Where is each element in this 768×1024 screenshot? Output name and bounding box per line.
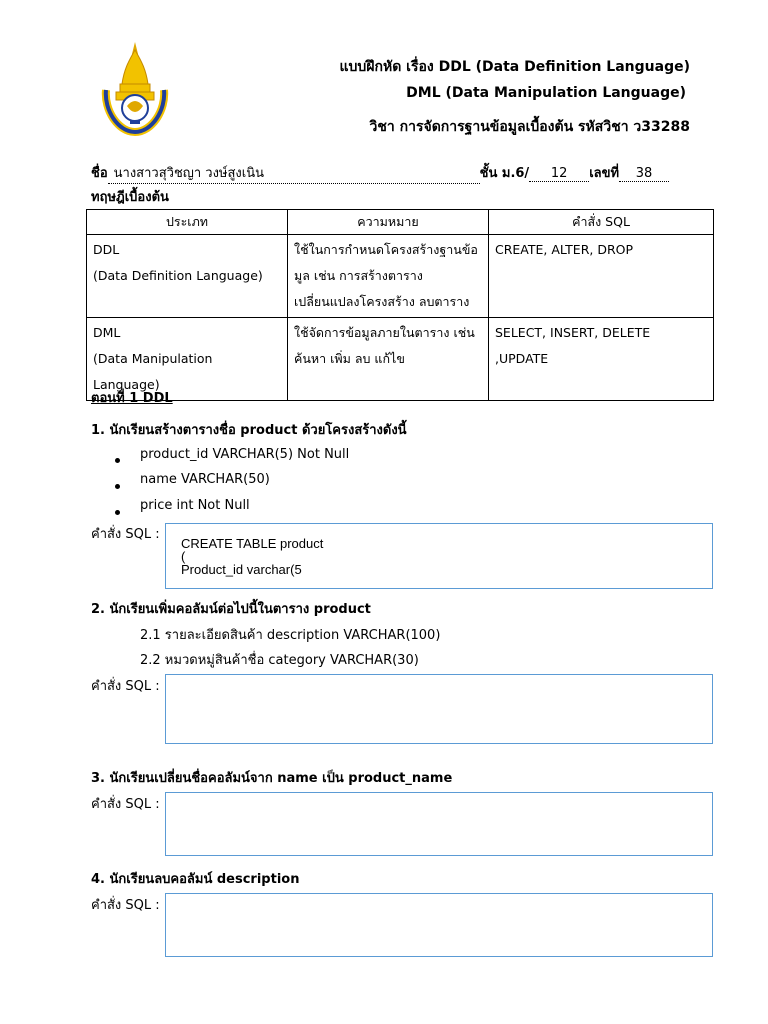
row-type: DDL — [93, 242, 120, 257]
student-info — [91, 162, 669, 184]
question-1: 1. นักเรียนสร้างตารางชื่อ product ด้วยโครงสร้างดังนี้ — [91, 423, 407, 438]
number-value: 38 — [635, 166, 653, 181]
class-label: ชั้น ม.6/ — [479, 166, 530, 181]
question-4: 4. นักเรียนลบคอลัมน์ description — [91, 872, 300, 887]
sub-item: 2.2 หมวดหมู่สินค้าชื่อ category VARCHAR(30) — [140, 653, 419, 668]
answer-line: ( — [181, 549, 186, 564]
sql-label: คำสั่ง SQL : — [91, 797, 160, 812]
name-value: นางสาวสุวิชญา วงษ์สูงเนิน — [113, 166, 264, 181]
row-type-full: (Data Manipulation Language) — [93, 351, 213, 392]
table-cell — [87, 235, 288, 318]
theory-table — [86, 209, 714, 401]
question-3: 3. นักเรียนเปลี่ยนชื่อคอลัมน์จาก name เป็น product_name — [91, 771, 453, 786]
table-row — [87, 235, 714, 318]
theory-heading: ทฤษฎีเบื้องต้น — [91, 190, 169, 205]
part1-heading: ตอนที่ 1 DDL — [91, 391, 173, 406]
sub-item: 2.1 รายละเอียดสินค้า description VARCHAR(100) — [140, 628, 441, 643]
sql-answer-box-4[interactable] — [165, 893, 713, 957]
bullet-icon — [115, 458, 120, 463]
sql-label: คำสั่ง SQL : — [91, 898, 160, 913]
column-header: ประเภท — [87, 210, 288, 235]
sql-answer-box-3[interactable] — [165, 792, 713, 856]
school-logo — [100, 40, 170, 136]
table-cell — [288, 235, 489, 318]
row-commands: SELECT, INSERT, DELETE — [495, 325, 651, 340]
table-cell — [489, 318, 714, 401]
bullet-icon — [115, 510, 120, 515]
number-label: เลขที่ — [589, 166, 620, 181]
bullet-icon — [115, 484, 120, 489]
row-meaning-line: ใช้จัดการข้อมูลภายในตาราง เช่น — [294, 325, 475, 340]
sql-label: คำสั่ง SQL : — [91, 527, 160, 542]
column-header: ความหมาย — [288, 210, 489, 235]
name-label: ชื่อ — [91, 166, 108, 181]
row-commands: CREATE, ALTER, DROP — [495, 242, 634, 257]
column-header: คำสั่ง SQL — [489, 210, 714, 235]
row-type: DML — [93, 325, 121, 340]
row-type-full: (Data Definition Language) — [93, 268, 263, 283]
row-commands: ,UPDATE — [495, 351, 549, 366]
row-meaning-line: ค้นหา เพิ่ม ลบ แก้ไข — [294, 351, 405, 366]
sql-answer-box-1[interactable] — [165, 523, 713, 589]
question-2: 2. นักเรียนเพิ่มคอลัมน์ต่อไปนี้ในตาราง product — [91, 602, 371, 617]
table-cell — [489, 235, 714, 318]
answer-line: CREATE TABLE product — [181, 536, 324, 551]
bullet-item: name VARCHAR(50) — [140, 472, 270, 487]
bullet-item: product_id VARCHAR(5) Not Null — [140, 447, 350, 462]
row-meaning-line: มูล เช่น การสร้างตาราง — [294, 268, 423, 283]
row-meaning-line: เปลี่ยนแปลงโครงสร้าง ลบตาราง — [294, 294, 470, 309]
sql-label: คำสั่ง SQL : — [91, 679, 160, 694]
table-row — [87, 318, 714, 401]
header-title-line3: วิชา การจัดการฐานข้อมูลเบื้องต้น รหัสวิชา ว33288 — [369, 119, 690, 135]
row-meaning-line: ใช้ในการกำหนดโครงสร้างฐานข้อ — [294, 242, 478, 257]
header-title-line2: DML (Data Manipulation Language) — [406, 85, 686, 101]
header-title-line1: แบบฝึกหัด เรื่อง DDL (Data Definition Language) — [339, 59, 690, 75]
table-cell — [288, 318, 489, 401]
class-value: 12 — [550, 166, 568, 181]
table-header-row — [87, 210, 714, 235]
sql-answer-box-2[interactable] — [165, 674, 713, 744]
answer-line: Product_id varchar(5 — [181, 562, 302, 577]
bullet-item: price int Not Null — [140, 498, 250, 513]
